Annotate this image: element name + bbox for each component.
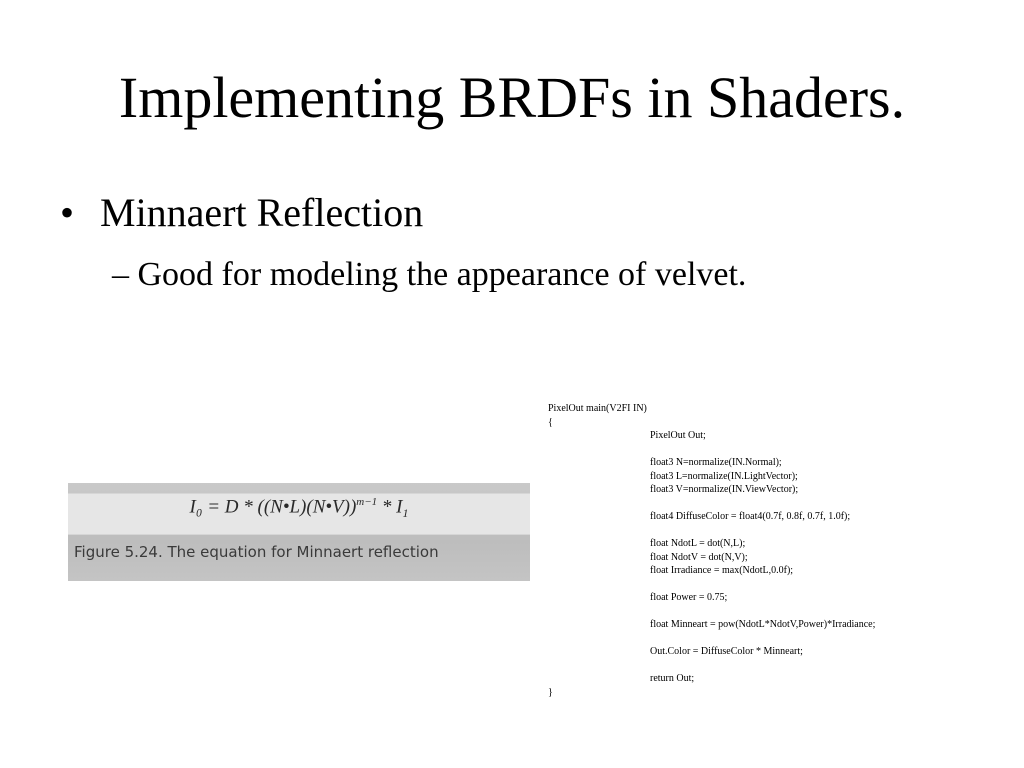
code-line: float4 DiffuseColor = float4(0.7f, 0.8f, 0.7f, 1.0f);: [650, 511, 851, 522]
code-line: }: [548, 686, 553, 698]
code-line: PixelOut main(V2FI IN): [548, 403, 647, 414]
code-line: float Irradiance = max(NdotL,0.0f);: [650, 565, 794, 576]
equation-main: I₀ = D * ((N•L)(N•V)): [189, 496, 357, 518]
equation-figure-image: [68, 483, 530, 581]
code-line: float NdotV = dot(N,V);: [650, 551, 748, 563]
code-line: float3 V=normalize(IN.ViewVector);: [650, 484, 799, 495]
bullet-item: [60, 188, 423, 238]
equation-text: [68, 496, 530, 521]
code-line: float3 L=normalize(IN.LightVector);: [650, 470, 798, 482]
equation-tail: * I: [377, 496, 403, 518]
code-line: [548, 578, 875, 592]
slide-title: Implementing BRDFs in Shaders.: [118, 65, 906, 130]
bullet-mark: •: [60, 190, 75, 235]
code-line: PixelOut Out;: [650, 430, 706, 441]
code-line: float Minneart = pow(NdotL*NdotV,Power)*Irradiance;: [650, 619, 876, 630]
code-line: [548, 443, 875, 457]
code-line: return Out;: [650, 673, 695, 684]
shader-code-block: [548, 402, 875, 699]
code-line: [548, 632, 875, 646]
code-line: [548, 524, 875, 538]
code-line: float Power = 0.75;: [650, 592, 728, 603]
figure-caption: Figure 5.24. The equation for Minnaert reflection: [74, 543, 439, 561]
equation-tail-subscript: 1: [402, 506, 409, 521]
code-line: {: [548, 416, 553, 428]
code-line: float NdotL = dot(N,L);: [650, 538, 746, 549]
code-line: float3 N=normalize(IN.Normal);: [650, 457, 782, 468]
code-line: [548, 497, 875, 511]
code-line: [548, 605, 875, 619]
bullet-text: Minnaert Reflection: [100, 190, 424, 235]
sub-bullet-item: – Good for modeling the appearance of velvet.: [112, 256, 747, 293]
code-line: [548, 659, 875, 673]
code-line: Out.Color = DiffuseColor * Minneart;: [650, 646, 803, 657]
equation-exponent: m−1: [356, 496, 378, 508]
